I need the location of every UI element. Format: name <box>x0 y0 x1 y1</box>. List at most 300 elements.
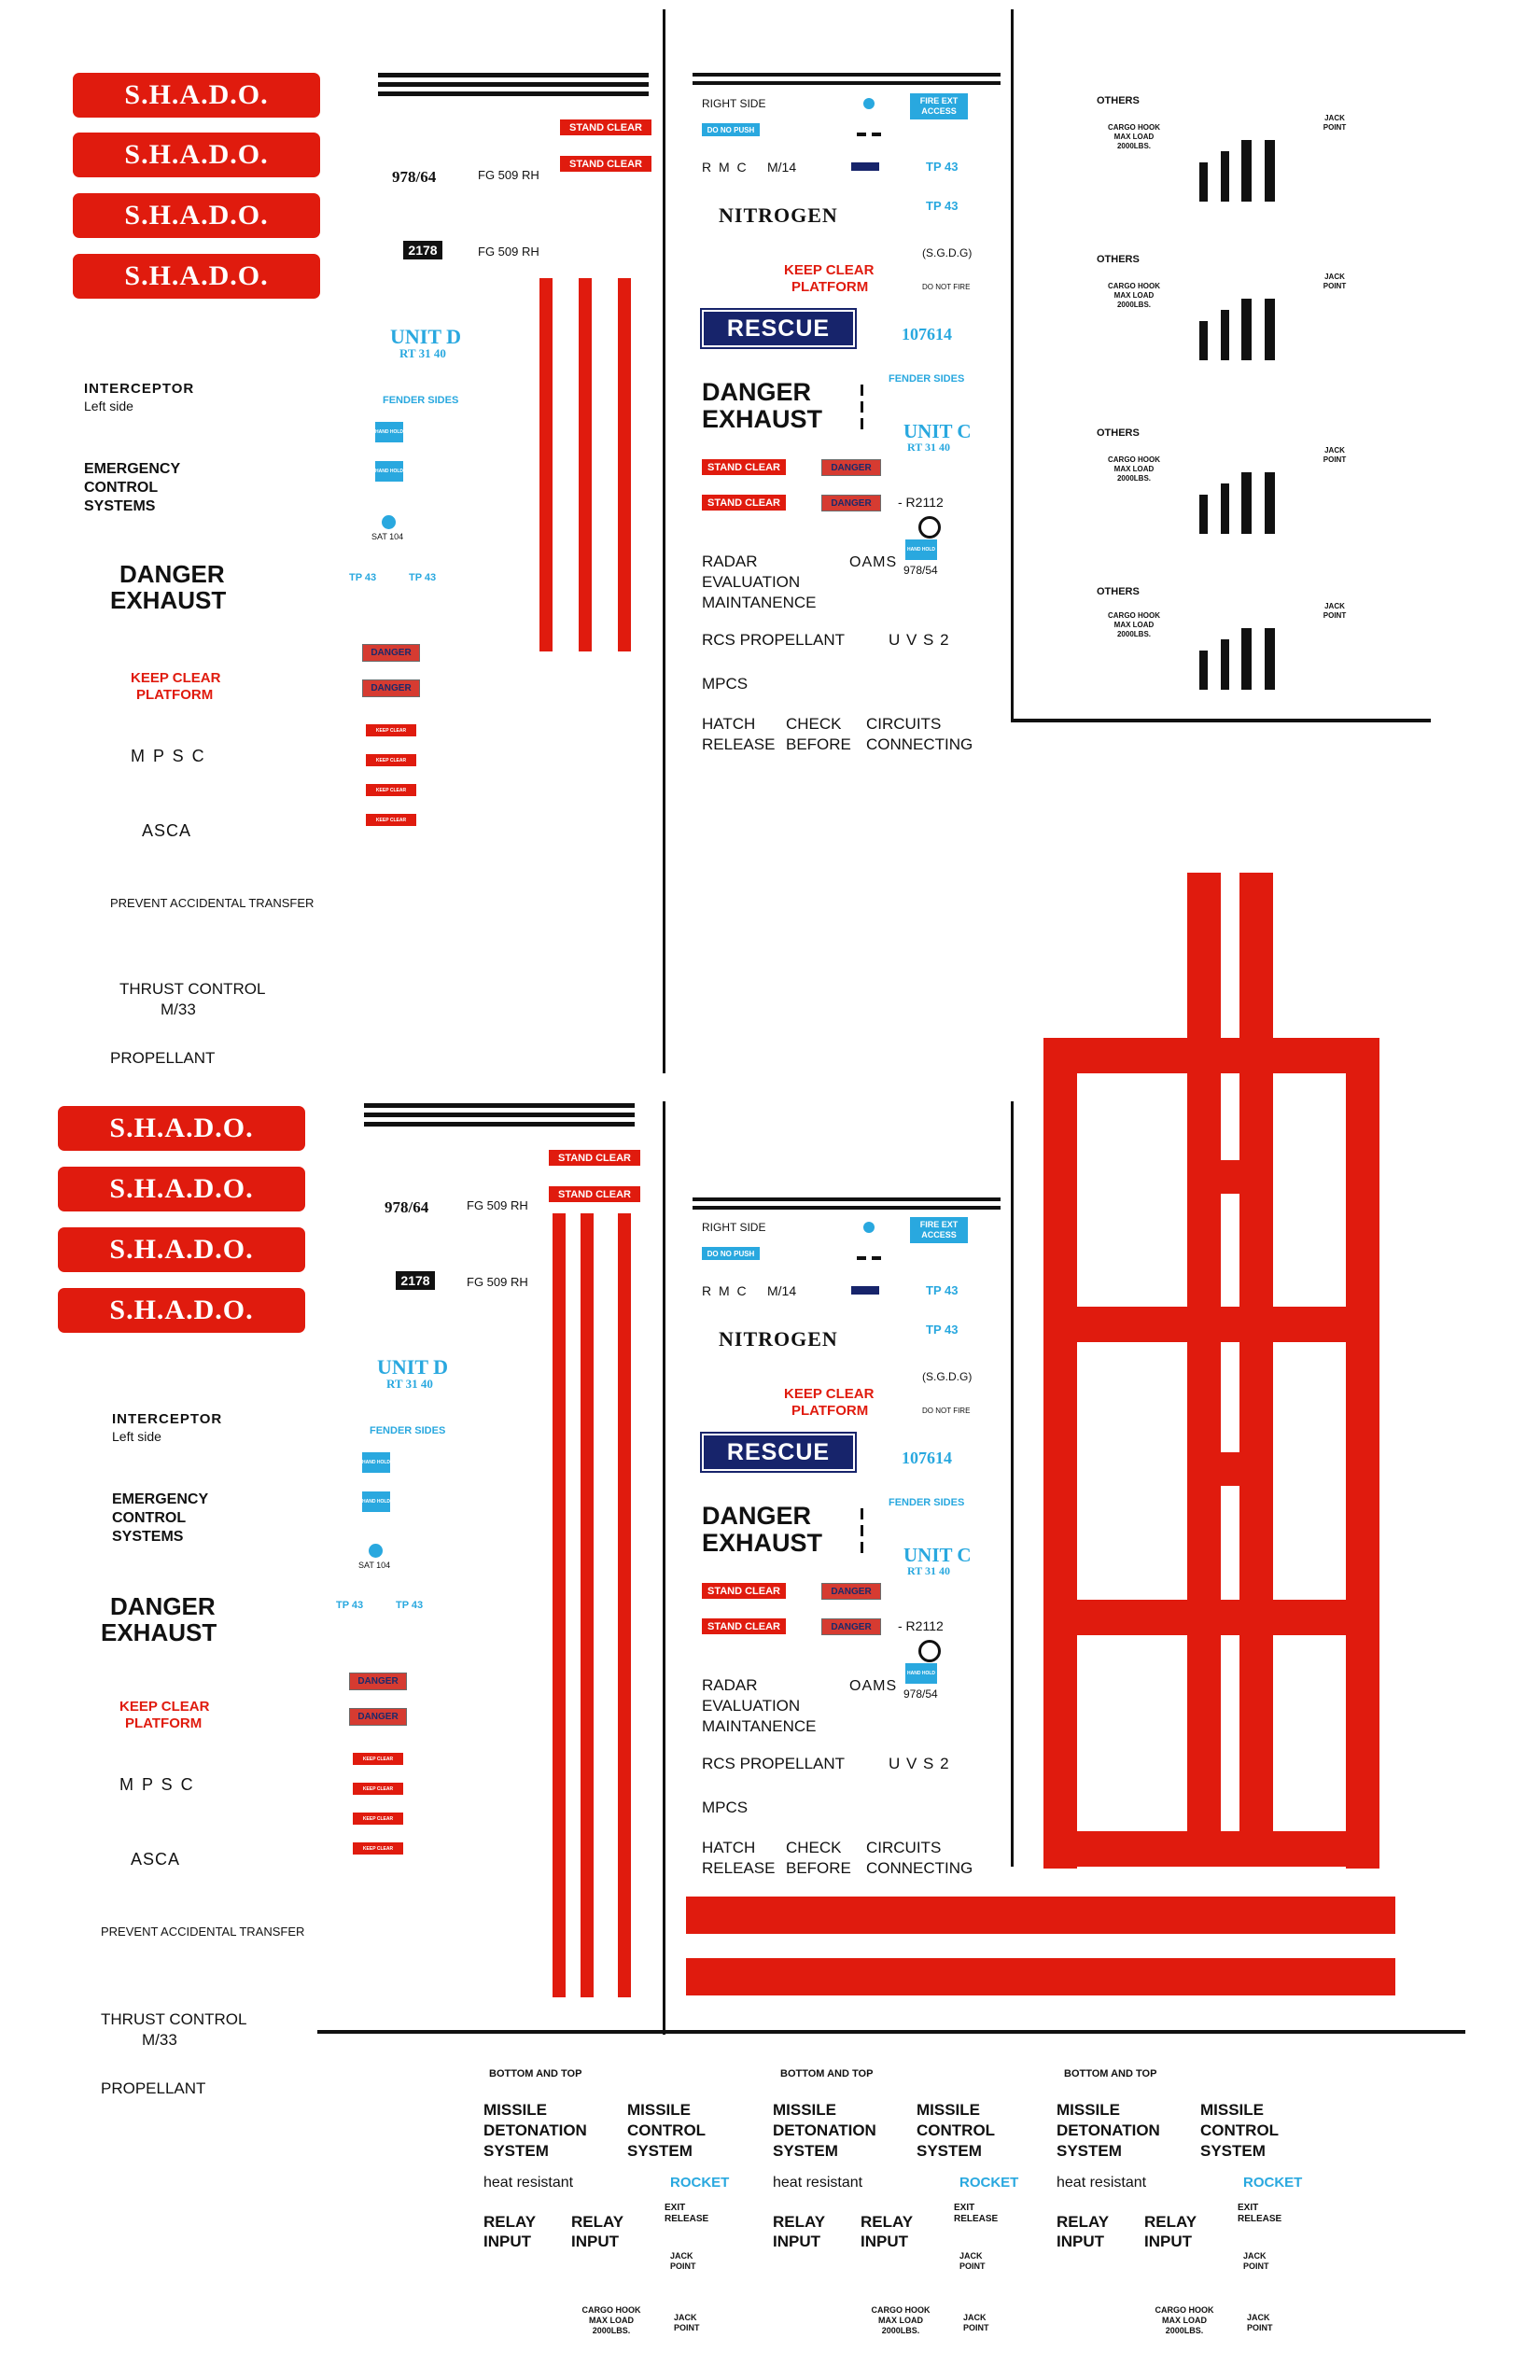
label-thrust-control: THRUST CONTROL <box>119 980 266 998</box>
label-rt3140: RT 31 40 <box>386 1377 433 1391</box>
label-interceptor: INTERCEPTOR <box>84 381 195 397</box>
label-bottom-and-top: BOTTOM AND TOP <box>780 2068 874 2079</box>
label-left-side: Left side <box>112 1429 161 1444</box>
circle-marker-icon <box>918 1640 941 1662</box>
stripe-red-vertical <box>618 1213 631 1997</box>
relay-input-line1: RELAY <box>483 2213 537 2231</box>
jack-point-line2: POINT <box>1323 611 1347 620</box>
chip-small-red: KEEP CLEAR <box>366 814 416 826</box>
plate-2178: 2178 <box>396 1271 435 1290</box>
cargo-hook-line1: CARGO HOOK <box>1155 2305 1214 2315</box>
label-radar: RADAR <box>702 1676 758 1694</box>
fire-ext-label: FIRE EXT <box>919 1220 959 1229</box>
label-others: OTHERS <box>1097 427 1140 439</box>
label-tp43: TP 43 <box>396 1600 424 1611</box>
cargo-hook-line3: 2000LBS. <box>1116 474 1152 483</box>
bar-mark <box>1199 321 1208 360</box>
chip-danger: DANGER <box>821 459 881 476</box>
label-keep-clear: KEEP CLEAR <box>784 262 875 278</box>
missile-control-line3: SYSTEM <box>917 2142 982 2160</box>
jack-point-line1: JACK <box>1324 114 1345 122</box>
label-jack-point <box>1307 602 1363 621</box>
pattern-stripe-vertical <box>1239 873 1273 1867</box>
label-emergency: EMERGENCY <box>84 461 181 477</box>
label-tp43: TP 43 <box>349 572 377 583</box>
chip-hand-hold-label: HAND HOLD <box>375 429 403 435</box>
label-rt3140: RT 31 40 <box>907 441 951 454</box>
label-jack-point <box>674 2313 700 2333</box>
missile-control-line1: MISSILE <box>917 2101 981 2119</box>
label-107614: 107614 <box>902 1449 952 1467</box>
label-tp43: TP 43 <box>926 1323 959 1337</box>
label-cargo-hook <box>1133 2305 1236 2336</box>
chip-small-red: KEEP CLEAR <box>353 1753 403 1765</box>
tick-mark <box>861 418 863 429</box>
missile-detonation-line3: SYSTEM <box>1057 2142 1122 2160</box>
chip-hand-hold <box>905 1663 937 1684</box>
chip-blue-marker <box>851 1286 879 1295</box>
relay-input-line2: INPUT <box>773 2233 820 2250</box>
label-others: OTHERS <box>1097 254 1140 265</box>
exit-release-line2: RELEASE <box>1238 2214 1282 2224</box>
label-left-side: Left side <box>84 399 133 413</box>
stripe-black <box>364 1103 635 1108</box>
label-fender-sides: FENDER SIDES <box>889 1497 965 1508</box>
label-missile-control <box>1200 2100 1279 2162</box>
chip-hand-hold-label: HAND HOLD <box>375 469 403 474</box>
cargo-hook-line1: CARGO HOOK <box>581 2305 641 2315</box>
label-cargo-hook <box>1083 455 1185 483</box>
label-platform: PLATFORM <box>791 1403 869 1419</box>
label-danger: DANGER <box>119 560 225 588</box>
label-control: CONTROL <box>84 480 159 496</box>
label-exit-release <box>665 2203 708 2225</box>
stripe-red-vertical <box>618 278 631 651</box>
label-m14: M/14 <box>767 160 797 175</box>
label-fg509rh: FG 509 RH <box>478 168 539 182</box>
relay-input-line1: RELAY <box>1057 2213 1110 2231</box>
chip-stand-clear: STAND CLEAR <box>702 459 786 475</box>
missile-control-line3: SYSTEM <box>1200 2142 1266 2160</box>
label-relay-input <box>861 2212 913 2251</box>
label-mpcs: MPCS <box>702 675 749 693</box>
label-danger: DANGER <box>702 1502 812 1530</box>
tick-mark <box>861 1525 863 1536</box>
label-before: BEFORE <box>786 1859 851 1877</box>
label-107614: 107614 <box>902 325 952 343</box>
tick-mark <box>861 401 863 413</box>
access-label: ACCESS <box>921 1230 957 1239</box>
label-jack-point <box>1307 446 1363 465</box>
cargo-hook-line3: 2000LBS. <box>592 2326 631 2335</box>
stripe-red-vertical <box>581 1213 594 1997</box>
label-systems: SYSTEMS <box>112 1529 184 1545</box>
label-keep-clear: KEEP CLEAR <box>119 1699 210 1715</box>
label-978-54: 978/54 <box>903 1687 938 1701</box>
chip-small-red: KEEP CLEAR <box>366 754 416 766</box>
jack-point-line1: JACK <box>1324 602 1345 610</box>
stripe-black <box>378 82 649 87</box>
label-mpsc: M P S C <box>131 747 206 765</box>
label-978-64: 978/64 <box>392 168 437 186</box>
chip-stand-clear: STAND CLEAR <box>549 1186 640 1202</box>
label-tp43: TP 43 <box>409 572 437 583</box>
relay-input-line2: INPUT <box>571 2233 619 2250</box>
label-uvs2: U V S 2 <box>889 1755 950 1772</box>
pattern-stripe-horizontal <box>1043 1831 1379 1867</box>
label-nitrogen: NITROGEN <box>719 203 838 227</box>
label-jack-point <box>1243 2251 1269 2272</box>
label-m14: M/14 <box>767 1283 797 1298</box>
label-maintanence: MAINTANENCE <box>702 1717 817 1735</box>
relay-input-line1: RELAY <box>773 2213 826 2231</box>
circle-marker-icon <box>918 516 941 539</box>
chip-small-red: KEEP CLEAR <box>366 724 416 736</box>
divider-vertical-left-lower <box>663 1101 665 2035</box>
chip-stand-clear: STAND CLEAR <box>549 1150 640 1166</box>
label-do-not-fire: DO NOT FIRE <box>922 1407 971 1415</box>
pattern-stripe-horizontal <box>1043 1038 1379 1073</box>
label-relay-input <box>1057 2212 1109 2251</box>
bar-mark <box>1265 299 1275 360</box>
label-asca: ASCA <box>131 1850 181 1869</box>
chip-hand-hold-label: HAND HOLD <box>362 1499 390 1505</box>
label-others: OTHERS <box>1097 95 1140 106</box>
stripe-black <box>693 73 1001 77</box>
label-sat104: SAT 104 <box>371 532 404 541</box>
label-check: CHECK <box>786 715 842 733</box>
label-rt3140: RT 31 40 <box>907 1564 951 1577</box>
label-tp43: TP 43 <box>926 1283 959 1297</box>
label-fender-sides: FENDER SIDES <box>370 1425 446 1436</box>
label-rmc: R M C <box>702 160 749 175</box>
label-release: RELEASE <box>702 735 776 753</box>
cargo-hook-line3: 2000LBS. <box>1165 2326 1204 2335</box>
jack-point-line2: POINT <box>1323 455 1347 464</box>
chip-fire-ext-access <box>910 93 968 119</box>
missile-control-line2: CONTROL <box>917 2121 996 2139</box>
label-cargo-hook <box>849 2305 952 2336</box>
tick-mark <box>861 385 863 396</box>
label-prevent-accidental-transfer: PREVENT ACCIDENTAL TRANSFER <box>101 1925 305 1939</box>
shado-badge: S.H.A.D.O. <box>58 1167 305 1211</box>
jack-point-line2: POINT <box>1247 2323 1273 2332</box>
label-rcs-propellant: RCS PROPELLANT <box>702 1755 846 1772</box>
cargo-hook-line1: CARGO HOOK <box>1108 611 1160 620</box>
label-uvs2: U V S 2 <box>889 631 950 649</box>
cargo-hook-line2: MAX LOAD <box>1113 133 1155 141</box>
label-exhaust: EXHAUST <box>110 586 227 614</box>
label-mpsc: M P S C <box>119 1775 195 1794</box>
relay-input-line1: RELAY <box>861 2213 914 2231</box>
label-platform: PLATFORM <box>791 279 869 295</box>
label-asca: ASCA <box>142 821 192 840</box>
label-circuits: CIRCUITS <box>866 1839 942 1856</box>
pattern-stripe-horizontal <box>1187 1452 1273 1486</box>
jack-point-line2: POINT <box>959 2261 986 2271</box>
label-rmc: R M C <box>702 1283 749 1298</box>
chip-stand-clear: STAND CLEAR <box>702 495 786 511</box>
status-dot-icon <box>863 98 875 109</box>
dash-icon <box>872 133 881 136</box>
label-evaluation: EVALUATION <box>702 573 801 591</box>
pattern-stripe-vertical <box>1346 1038 1379 1869</box>
label-978-54: 978/54 <box>903 564 938 577</box>
pattern-stripe-horizontal <box>1043 1307 1379 1342</box>
label-relay-input <box>773 2212 825 2251</box>
divider-vertical-right <box>1011 9 1014 719</box>
shado-badge: S.H.A.D.O. <box>73 193 320 238</box>
label-heat-resistant: heat resistant <box>1057 2175 1147 2191</box>
tick-mark <box>861 1542 863 1553</box>
label-missile-detonation <box>1057 2100 1160 2162</box>
label-sgdg: (S.G.D.G) <box>922 246 973 259</box>
stripe-black <box>364 1113 635 1117</box>
label-r2112: - R2112 <box>898 495 944 510</box>
dash-icon <box>872 1256 881 1260</box>
label-unit-d: UNIT D <box>377 1355 449 1379</box>
chip-danger: DANGER <box>821 1618 881 1635</box>
pattern-stripe-vertical <box>1043 1038 1077 1869</box>
label-oams: OAMS <box>849 554 898 570</box>
label-evaluation: EVALUATION <box>702 1697 801 1715</box>
cargo-hook-line2: MAX LOAD <box>1113 465 1155 473</box>
label-control: CONTROL <box>112 1510 187 1526</box>
label-jack-point <box>1307 273 1363 291</box>
cargo-hook-line2: MAX LOAD <box>589 2316 634 2325</box>
chip-hand-hold-label: HAND HOLD <box>907 547 935 553</box>
jack-point-line1: JACK <box>963 2313 987 2322</box>
stripe-red-wide <box>686 1958 1395 1995</box>
label-danger: DANGER <box>702 378 812 406</box>
label-sgdg: (S.G.D.G) <box>922 1370 973 1383</box>
stripe-black <box>378 91 649 96</box>
divider-horizontal-upper <box>1011 719 1431 722</box>
chip-fire-ext-access <box>910 1217 968 1243</box>
label-rcs-propellant: RCS PROPELLANT <box>702 631 846 649</box>
label-jack-point <box>963 2313 989 2333</box>
label-jack-point <box>959 2251 986 2272</box>
label-missile-control <box>917 2100 995 2162</box>
label-before: BEFORE <box>786 735 851 753</box>
chip-small-red: KEEP CLEAR <box>353 1842 403 1855</box>
bar-mark <box>1199 162 1208 202</box>
label-oams: OAMS <box>849 1678 898 1694</box>
stripe-black <box>364 1122 635 1127</box>
label-relay-input <box>483 2212 536 2251</box>
bar-mark <box>1265 140 1275 202</box>
missile-control-line1: MISSILE <box>1200 2101 1265 2119</box>
divider-horizontal-bottom <box>317 2030 1465 2034</box>
label-tp43: TP 43 <box>336 1600 364 1611</box>
label-right-side: RIGHT SIDE <box>702 97 766 110</box>
relay-input-line2: INPUT <box>483 2233 531 2250</box>
label-heat-resistant: heat resistant <box>773 2175 863 2191</box>
cargo-hook-line3: 2000LBS. <box>1116 630 1152 638</box>
label-danger: DANGER <box>110 1592 216 1620</box>
bar-mark <box>1241 628 1252 690</box>
chip-stand-clear: STAND CLEAR <box>702 1583 786 1599</box>
label-jack-point <box>1247 2313 1273 2333</box>
jack-point-line1: JACK <box>1324 273 1345 281</box>
chip-hand-hold <box>375 422 403 442</box>
label-check: CHECK <box>786 1839 842 1856</box>
missile-detonation-line1: MISSILE <box>1057 2101 1121 2119</box>
exit-release-line2: RELEASE <box>665 2214 709 2224</box>
chip-small-red: KEEP CLEAR <box>353 1813 403 1825</box>
missile-detonation-line1: MISSILE <box>773 2101 837 2119</box>
chip-hand-hold <box>905 539 937 560</box>
pattern-stripe-horizontal <box>1043 1600 1379 1635</box>
chip-small-red: KEEP CLEAR <box>366 784 416 796</box>
jack-point-line2: POINT <box>963 2323 989 2332</box>
jack-point-line1: JACK <box>959 2251 983 2261</box>
label-jack-point <box>1307 114 1363 133</box>
chip-do-no-push: DO NO PUSH <box>702 1247 760 1260</box>
label-tp43: TP 43 <box>926 160 959 174</box>
missile-control-line1: MISSILE <box>627 2101 692 2119</box>
cargo-hook-line3: 2000LBS. <box>1116 301 1152 309</box>
cargo-hook-line1: CARGO HOOK <box>1108 282 1160 290</box>
label-m33: M/33 <box>142 2031 177 2049</box>
label-release: RELEASE <box>702 1859 776 1877</box>
missile-detonation-line2: DETONATION <box>1057 2121 1160 2139</box>
label-prevent-accidental-transfer: PREVENT ACCIDENTAL TRANSFER <box>110 896 315 910</box>
shado-badge: S.H.A.D.O. <box>58 1106 305 1151</box>
label-m33: M/33 <box>161 1001 196 1018</box>
chip-danger: DANGER <box>821 1583 881 1600</box>
exit-release-line1: EXIT <box>665 2203 686 2213</box>
access-label: ACCESS <box>921 106 957 116</box>
label-fg509rh: FG 509 RH <box>467 1275 528 1289</box>
label-maintanence: MAINTANENCE <box>702 594 817 611</box>
chip-stand-clear: STAND CLEAR <box>560 156 651 172</box>
missile-detonation-line2: DETONATION <box>773 2121 876 2139</box>
label-978-64: 978/64 <box>385 1198 429 1216</box>
pattern-stripe-horizontal <box>1187 1160 1273 1194</box>
bar-mark <box>1265 472 1275 534</box>
label-propellant: PROPELLANT <box>101 2079 206 2097</box>
shado-badge: S.H.A.D.O. <box>73 73 320 118</box>
label-platform: PLATFORM <box>136 687 214 703</box>
label-cargo-hook <box>1083 611 1185 639</box>
cargo-hook-line2: MAX LOAD <box>1113 291 1155 300</box>
chip-hand-hold-label: HAND HOLD <box>907 1671 935 1676</box>
label-exit-release <box>954 2203 998 2225</box>
sat-dot-icon <box>369 1544 383 1558</box>
label-fg509rh: FG 509 RH <box>478 245 539 259</box>
cargo-hook-line3: 2000LBS. <box>881 2326 920 2335</box>
missile-detonation-line1: MISSILE <box>483 2101 548 2119</box>
jack-point-line1: JACK <box>1247 2313 1270 2322</box>
chip-stand-clear: STAND CLEAR <box>702 1618 786 1634</box>
shado-badge: S.H.A.D.O. <box>73 133 320 177</box>
label-interceptor: INTERCEPTOR <box>112 1411 223 1427</box>
bar-mark <box>1199 651 1208 690</box>
divider-vertical-right-lower <box>1011 1101 1014 1867</box>
chip-danger: DANGER <box>362 679 420 697</box>
label-missile-control <box>627 2100 706 2162</box>
cargo-hook-line3: 2000LBS. <box>1116 142 1152 150</box>
plate-2178: 2178 <box>403 241 442 259</box>
missile-control-line3: SYSTEM <box>627 2142 693 2160</box>
exit-release-line1: EXIT <box>954 2203 975 2213</box>
label-exit-release <box>1238 2203 1281 2225</box>
bar-mark <box>1221 151 1229 202</box>
label-unit-c: UNIT C <box>903 420 972 442</box>
missile-control-line2: CONTROL <box>1200 2121 1280 2139</box>
bar-mark <box>1221 310 1229 360</box>
label-exhaust: EXHAUST <box>702 405 823 433</box>
label-fender-sides: FENDER SIDES <box>383 395 459 406</box>
relay-input-line1: RELAY <box>571 2213 624 2231</box>
label-do-not-fire: DO NOT FIRE <box>922 283 971 291</box>
jack-point-line2: POINT <box>670 2261 696 2271</box>
chip-danger: DANGER <box>362 644 420 662</box>
chip-danger: DANGER <box>821 495 881 511</box>
label-emergency: EMERGENCY <box>112 1491 209 1507</box>
stripe-red-wide <box>686 1897 1395 1934</box>
chip-hand-hold-label: HAND HOLD <box>362 1460 390 1465</box>
bar-mark <box>1241 472 1252 534</box>
label-missile-detonation <box>483 2100 587 2162</box>
jack-point-line2: POINT <box>1323 282 1347 290</box>
chip-hand-hold <box>362 1491 390 1512</box>
label-others: OTHERS <box>1097 586 1140 597</box>
jack-point-line2: POINT <box>674 2323 700 2332</box>
label-rt3140: RT 31 40 <box>399 346 446 360</box>
label-nitrogen: NITROGEN <box>719 1327 838 1351</box>
label-relay-input <box>1144 2212 1197 2251</box>
shado-badge: S.H.A.D.O. <box>73 254 320 299</box>
label-radar: RADAR <box>702 553 758 570</box>
jack-point-line1: JACK <box>670 2251 693 2261</box>
pattern-stripe-vertical <box>1187 873 1221 1867</box>
dash-icon <box>857 1256 866 1260</box>
label-relay-input <box>571 2212 623 2251</box>
exit-release-line1: EXIT <box>1238 2203 1259 2213</box>
label-hatch: HATCH <box>702 1839 756 1856</box>
stripe-black <box>378 73 649 77</box>
label-systems: SYSTEMS <box>84 498 156 514</box>
jack-point-line2: POINT <box>1323 123 1347 132</box>
label-connecting: CONNECTING <box>866 735 973 753</box>
label-jack-point <box>670 2251 696 2272</box>
sat-dot-icon <box>382 515 396 529</box>
label-exhaust: EXHAUST <box>702 1529 823 1557</box>
divider-vertical-left <box>663 9 665 1073</box>
jack-point-line2: POINT <box>1243 2261 1269 2271</box>
bar-mark <box>1241 299 1252 360</box>
label-right-side: RIGHT SIDE <box>702 1221 766 1234</box>
chip-danger: DANGER <box>349 1708 407 1726</box>
stripe-red-vertical <box>553 1213 566 1997</box>
chip-hand-hold <box>362 1452 390 1473</box>
label-bottom-and-top: BOTTOM AND TOP <box>489 2068 582 2079</box>
label-unit-c: UNIT C <box>903 1544 972 1566</box>
chip-stand-clear: STAND CLEAR <box>560 119 651 135</box>
label-connecting: CONNECTING <box>866 1859 973 1877</box>
label-missile-detonation <box>773 2100 876 2162</box>
dash-icon <box>857 133 866 136</box>
bar-mark <box>1199 495 1208 534</box>
tick-mark <box>861 1508 863 1519</box>
label-r2112: - R2112 <box>898 1618 944 1633</box>
label-circuits: CIRCUITS <box>866 715 942 733</box>
chip-hand-hold <box>375 461 403 482</box>
chip-danger: DANGER <box>349 1673 407 1690</box>
label-propellant: PROPELLANT <box>110 1049 216 1067</box>
